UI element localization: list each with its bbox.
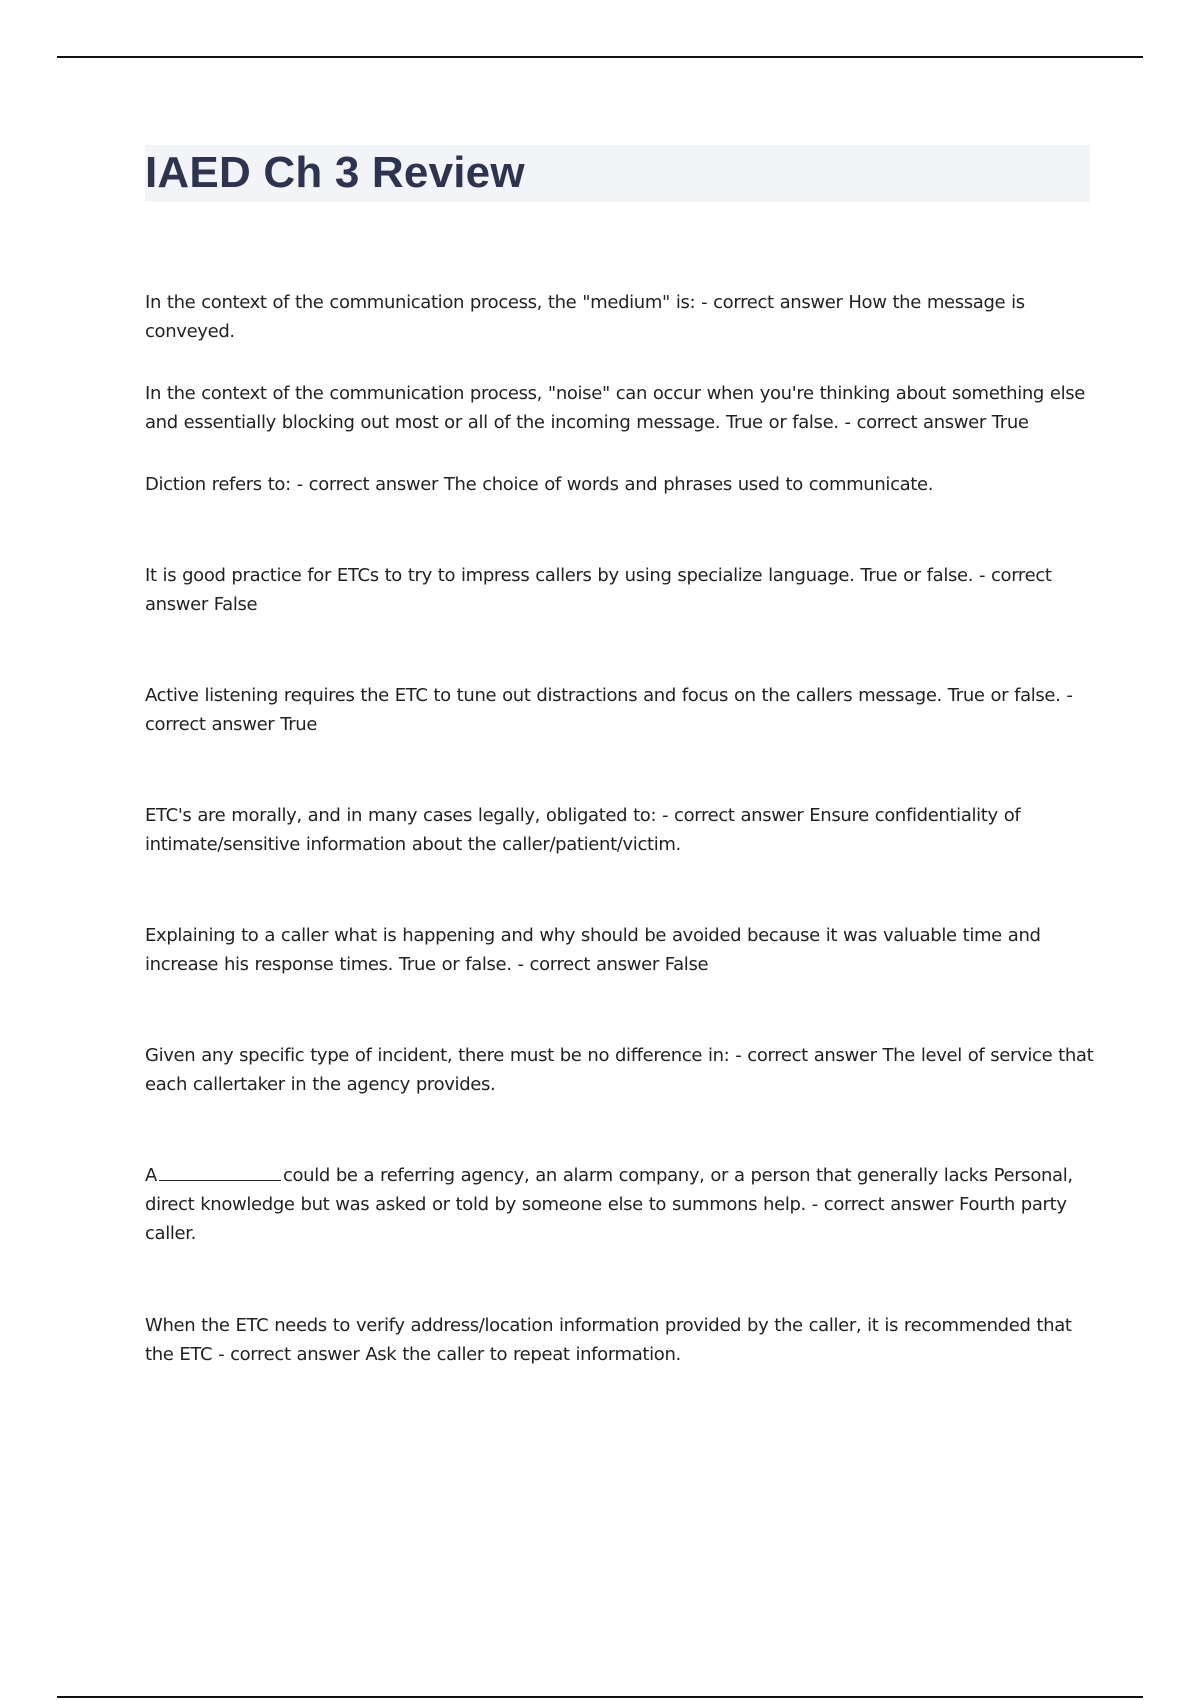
qa-item: Diction refers to: - correct answer The choice of words and phrases used to communicate. [145,474,934,495]
top-rule [57,56,1143,58]
title-banner [145,145,1090,202]
qa-item: In the context of the communication process, "noise" can occur when you're thinking about something else and essentially blocking out most or all of the incoming message. True or false. - correct answer True [145,383,1085,433]
qa-item: Explaining to a caller what is happening and why should be avoided because it was valuable time and increase his response times. True or false. - correct answer False [145,925,1041,975]
bottom-rule [57,1696,1143,1698]
qa-item: ETC's are morally, and in many cases legally, obligated to: - correct answer Ensure confidentiality of intimate/sensitive information about the caller/patient/victim. [145,805,1021,855]
qa-item: Active listening requires the ETC to tune out distractions and focus on the callers message. True or false. - correct answer True [145,685,1073,735]
qa-item: When the ETC needs to verify address/location information provided by the caller, it is recommended that the ETC - correct answer Ask the caller to repeat information. [145,1315,1072,1365]
qa-list [145,288,1095,1402]
qa-item-fill-in-blank [145,1161,1095,1311]
qa-item: It is good practice for ETCs to try to impress callers by using specialize language. True or false. - correct answer False [145,565,1052,615]
qa-suffix: could be a referring agency, an alarm company, or a person that generally lacks Personal, direct knowledge but was asked or told by someone else to summons help. - correct answer Fourth party caller. [145,1165,1073,1244]
page-title: IAED Ch 3 Review [145,148,525,197]
answer-blank [159,1163,281,1181]
qa-prefix: A [145,1165,157,1186]
qa-item: In the context of the communication process, the "medium" is: - correct answer How the message is conveyed. [145,292,1025,342]
qa-item: Given any specific type of incident, there must be no difference in: - correct answer The level of service that each callertaker in the agency provides. [145,1045,1094,1095]
